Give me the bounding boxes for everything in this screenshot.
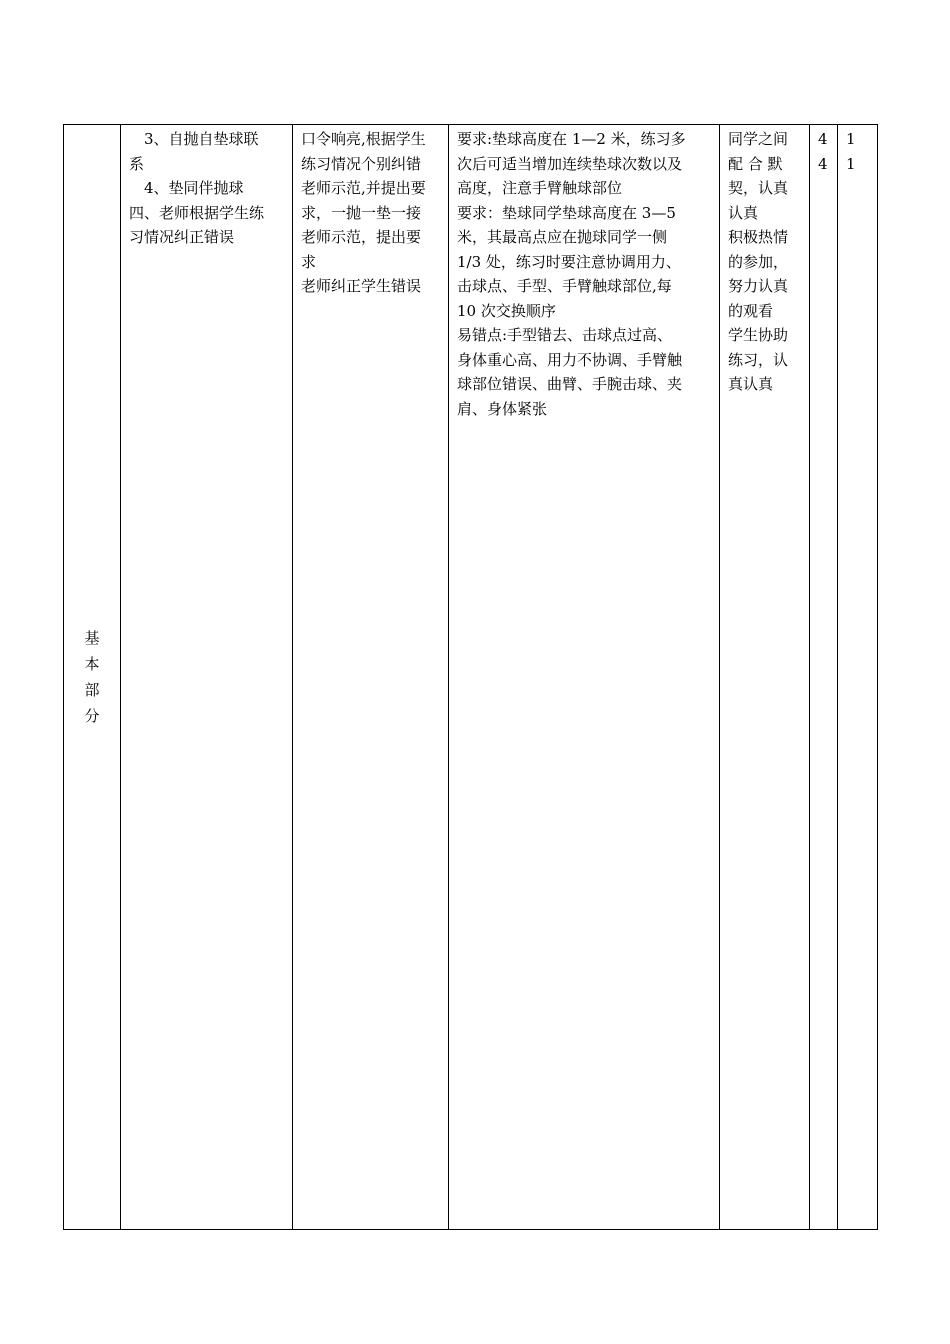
student-line: 练习，认: [728, 350, 789, 369]
duration-value: 1: [846, 130, 856, 148]
student-line: 积极热情: [728, 228, 789, 246]
student-line: 配 合 默: [728, 154, 783, 173]
section-label: 基本部分: [84, 629, 100, 725]
requirement-line: 球部位错误、曲臂、手腕击球、夹: [457, 375, 683, 393]
content-line: 4、垫同伴抛球: [144, 179, 244, 197]
lesson-plan-table: [63, 124, 878, 1230]
student-line: 的参加，: [728, 252, 789, 271]
teacher-line: 老师示范，提出要: [301, 228, 422, 246]
student-line: 学生协助: [728, 326, 789, 344]
teacher-line: 求: [301, 252, 317, 271]
content-line: 3、自抛自垫球联: [144, 130, 259, 148]
requirement-line: 米，其最高点应在抛球同学一侧: [457, 228, 668, 246]
student-line: 契，认真: [728, 179, 789, 197]
requirement-line: 次后可适当增加连续垫球次数以及: [457, 154, 683, 173]
duration-value: 1: [846, 154, 856, 173]
count-cell: [810, 125, 838, 1230]
count-value: 4: [818, 130, 828, 148]
student-line: 的观看: [728, 301, 774, 320]
teacher-line: 老师示范,并提出要: [301, 179, 426, 197]
duration-cell: [838, 125, 878, 1230]
count-value: 4: [818, 154, 828, 173]
content-line: 习情况纠正错误: [129, 228, 235, 246]
requirements-cell: [449, 125, 720, 1230]
requirement-line: 肩、身体紧张: [457, 399, 548, 418]
requirement-line: 10 次交换顺序: [457, 301, 556, 320]
requirement-line: 要求：垫球同学垫球高度在 3—5: [457, 203, 676, 222]
content-cell: [121, 125, 293, 1230]
requirement-line: 身体重心高、用力不协调、手臂触: [457, 350, 683, 369]
student-line: 认真: [728, 203, 759, 222]
table-row: [64, 125, 878, 1230]
student-line: 努力认真: [728, 277, 789, 295]
requirement-line: 要求:垫球高度在 1—2 米，练习多: [457, 130, 686, 148]
teacher-line: 老师纠正学生错误: [301, 277, 422, 295]
section-cell: [64, 125, 121, 1230]
requirement-line: 易错点:手型错去、击球点过高、: [457, 326, 673, 344]
teacher-line: 练习情况个别纠错: [301, 154, 422, 173]
requirement-line: 1/3 处，练习时要注意协调用力、: [457, 252, 681, 271]
content-line: 系: [129, 154, 145, 173]
teacher-line: 求，一抛一垫一接: [301, 203, 422, 222]
content-line: 四、老师根据学生练: [129, 203, 265, 222]
teacher-cell: [293, 125, 449, 1230]
student-line: 同学之间: [728, 130, 789, 148]
student-line: 真认真: [728, 375, 774, 393]
student-cell: [720, 125, 810, 1230]
teacher-line: 口令响亮,根据学生: [301, 130, 426, 148]
requirement-line: 击球点、手型、手臂触球部位,每: [457, 277, 672, 295]
requirement-line: 高度，注意手臂触球部位: [457, 179, 623, 197]
